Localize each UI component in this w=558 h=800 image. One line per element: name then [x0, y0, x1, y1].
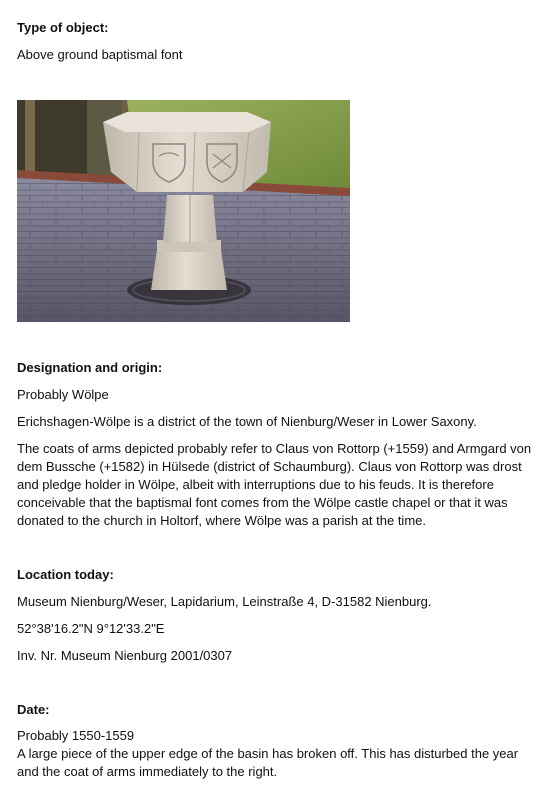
designation-paragraph-line: conceivable that the baptismal font comes from the Wölpe castle chapel or that it was: [17, 495, 508, 510]
designation-paragraph-line: and pledge holder in Wölpe, albeit with interruptions due to his feuds. It is therefore: [17, 477, 494, 492]
designation-paragraph-line: donated to the church in Holtorf, where Wölpe was a parish at the time.: [17, 513, 426, 528]
date-note-line: A large piece of the upper edge of the basin has broken off. This has disturbed the year: [17, 746, 519, 761]
designation-paragraph-line: dem Bussche (+1582) in Hülsede (district of Schaumburg). Claus von Rottorp was drost: [17, 459, 522, 474]
type-of-object-value: Above ground baptismal font: [17, 47, 183, 62]
type-of-object-heading: Type of object:: [17, 20, 109, 35]
date-value: Probably 1550-1559: [17, 728, 135, 743]
location-museum: Museum Nienburg/Weser, Lapidarium, Leinstraße 4, D-31582 Nienburg.: [17, 594, 432, 609]
location-coordinates: 52°38'16.2"N 9°12'33.2"E: [17, 621, 165, 636]
location-heading: Location today:: [17, 567, 114, 582]
date-note-line: and the coat of arms immediately to the right.: [17, 764, 278, 779]
designation-paragraph-line: The coats of arms depicted probably refer to Claus von Rottorp (+1559) and Armgard von: [17, 441, 532, 456]
designation-heading: Designation and origin:: [17, 360, 163, 375]
date-heading: Date:: [17, 702, 50, 717]
designation-district: Erichshagen-Wölpe is a district of the town of Nienburg/Weser in Lower Saxony.: [17, 414, 477, 429]
baptismal-font-photo: [17, 100, 350, 322]
location-inventory: Inv. Nr. Museum Nienburg 2001/0307: [17, 648, 233, 663]
designation-place: Probably Wölpe: [17, 387, 109, 402]
